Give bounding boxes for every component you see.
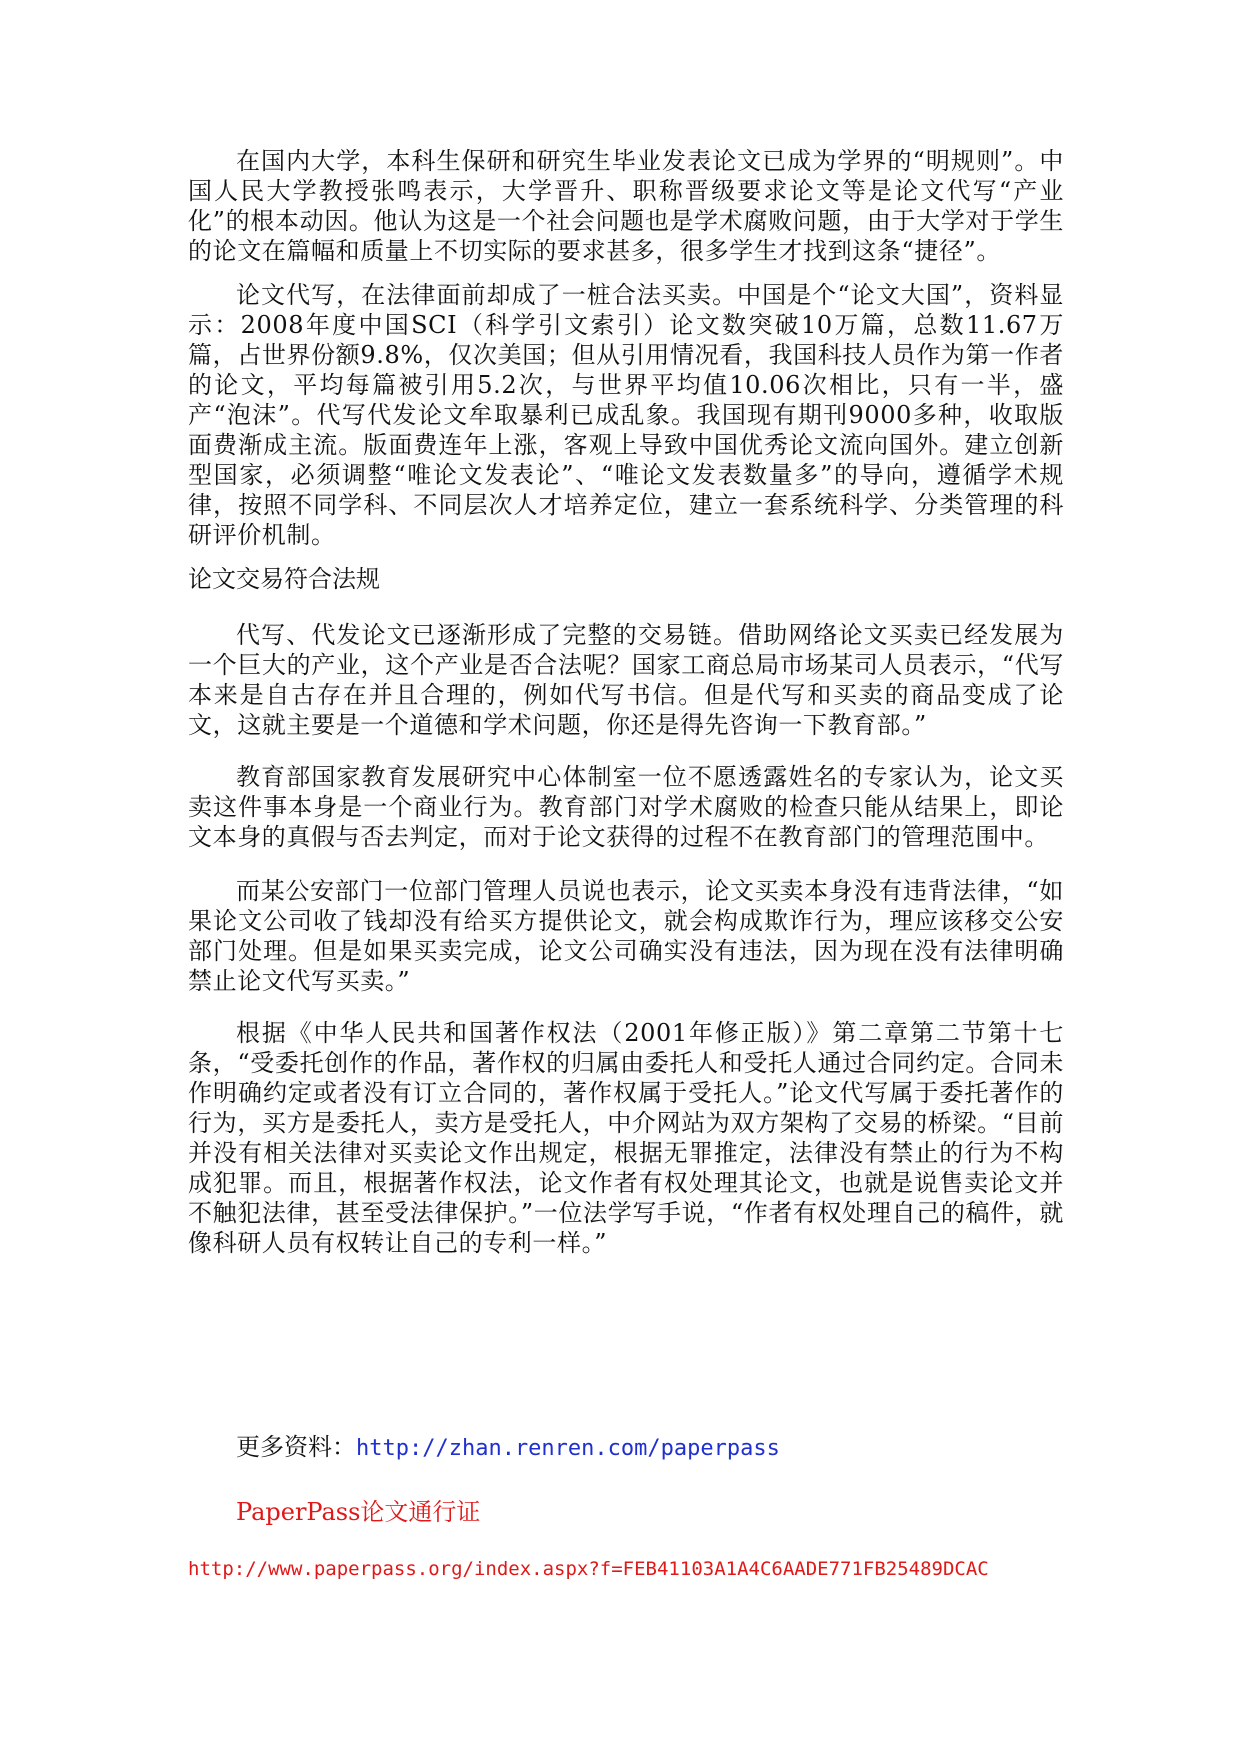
more-info-line bbox=[236, 1432, 780, 1464]
brand-link[interactable]: PaperPass论文通行证 bbox=[236, 1498, 481, 1526]
paragraph-intro: 在国内大学，本科生保研和研究生毕业发表论文已成为学界的“明规则”。中国人民大学教授张鸣表示，大学晋升、职称晋级要求论文等是论文代写“产业化”的根本动因。他认为这是一个社会问题也是学术腐败问题，由于大学对于学生的论文在篇幅和质量上不切实际的要求甚多，很多学生才找到这条“捷径”。 bbox=[188, 147, 1064, 265]
paragraph-education-ministry: 教育部国家教育发展研究中心体制室一位不愿透露姓名的专家认为，论文买卖这件事本身是一个商业行为。教育部门对学术腐败的检查只能从结果上，即论文本身的真假与否去判定，而对于论文获得的过程不在教育部门的管理范围中。 bbox=[188, 763, 1064, 851]
paragraph-copyright-law: 根据《中华人民共和国著作权法（2001年修正版）》第二章第二节第十七条，“受委托创作的作品，著作权的归属由委托人和受托人通过合同约定。合同未作明确约定或者没有订立合同的，著作权属于受托人。”论文代写属于委托著作的行为，买方是委托人，卖方是受托人，中介网站为双方架构了交易的桥梁。“目前并没有相关法律对买卖论文作出规定，根据无罪推定，法律没有禁止的行为不构成犯罪。而且，根据著作权法，论文作者有权处理其论文，也就是说售卖论文并不触犯法律，甚至受法律保护。”一位法学写手说，“作者有权处理自己的稿件，就像科研人员有权转让自己的专利一样。” bbox=[188, 1019, 1064, 1257]
paragraph-paper-trade: 论文代写，在法律面前却成了一桩合法买卖。中国是个“论文大国”，资料显示：2008年度中国SCI（科学引文索引）论文数突破10万篇，总数11.67万篇，占世界份额9.8%，仅次美国；但从引用情况看，我国科技人员作为第一作者的论文，平均每篇被引用5.2次，与世界平均值10.06次相比，只有一半，盛产“泡沫”。代写代发论文牟取暴利已成乱象。我国现有期刊9000多种，收取版面费渐成主流。版面费连年上涨，客观上导致中国优秀论文流向国外。建立创新型国家，必须调整“唯论文发表论”、“唯论文发表数量多”的导向，遵循学术规律，按照不同学科、不同层次人才培养定位，建立一套系统科学、分类管理的科研评价机制。 bbox=[188, 281, 1064, 549]
paragraph-public-security: 而某公安部门一位部门管理人员说也表示，论文买卖本身没有违背法律，“如果论文公司收了钱却没有给买方提供论文，就会构成欺诈行为，理应该移交公安部门处理。但是如果买卖完成，论文公司确实没有违法，因为现在没有法律明确禁止论文代写买卖。” bbox=[188, 877, 1064, 995]
more-info-link[interactable]: http://zhan.renren.com/paperpass bbox=[356, 1436, 780, 1461]
paragraph-trade-chain: 代写、代发论文已逐渐形成了完整的交易链。借助网络论文买卖已经发展为一个巨大的产业，这个产业是否合法呢？国家工商总局市场某司人员表示，“代写本来是自古存在并且合理的，例如代写书信。但是代写和买卖的商品变成了论文，这就主要是一个道德和学术问题，你还是得先咨询一下教育部。” bbox=[188, 621, 1064, 739]
more-info-label: 更多资料： bbox=[236, 1433, 356, 1461]
brand-url-link[interactable]: http://www.paperpass.org/index.aspx?f=FEB41103A1A4C6AADE771FB25489DCAC bbox=[188, 1558, 989, 1580]
section-heading: 论文交易符合法规 bbox=[188, 565, 380, 593]
